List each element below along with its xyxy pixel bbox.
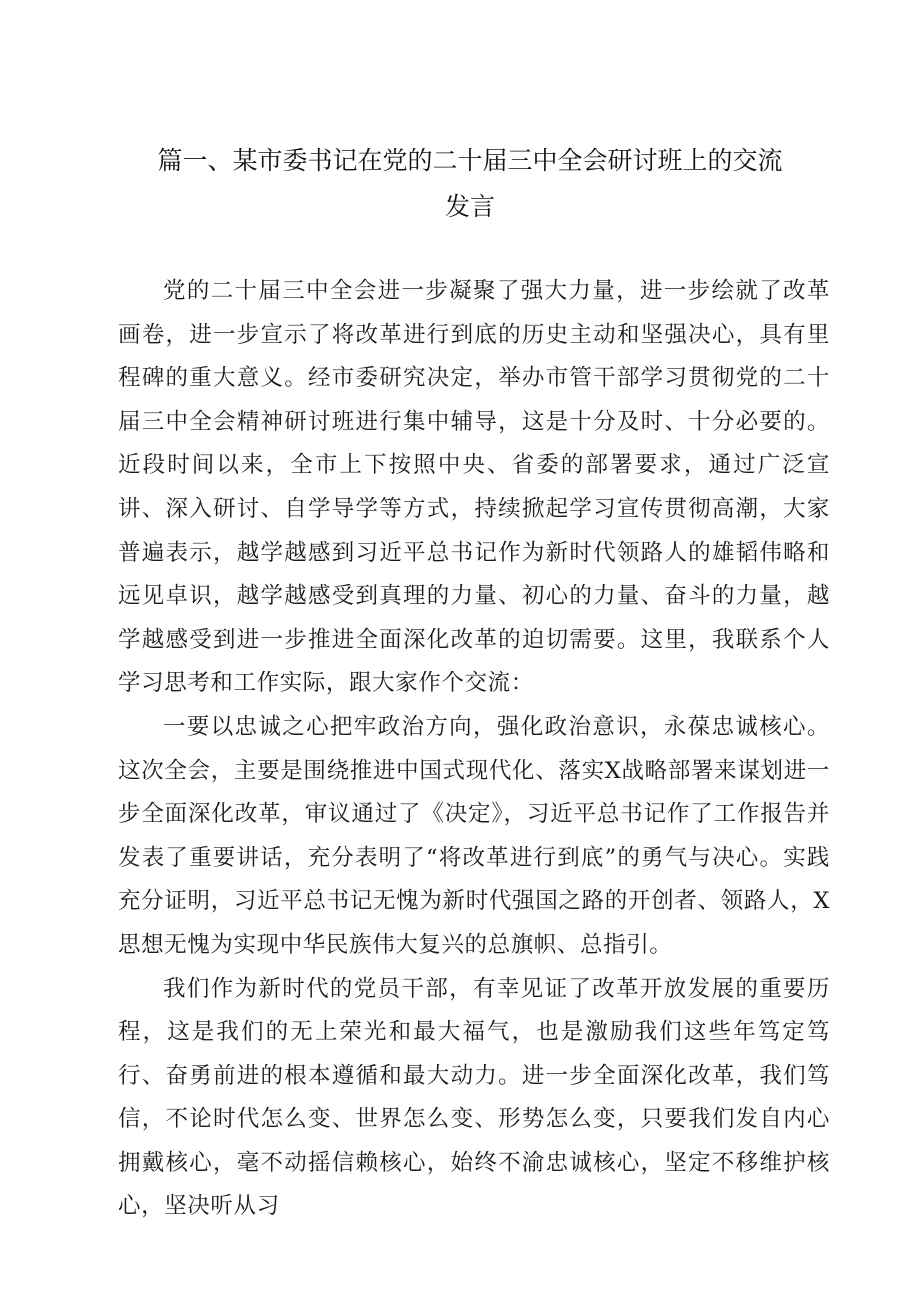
document-body <box>118 270 830 1229</box>
paragraph-3: 我们作为新时代的党员干部，有幸见证了改革开放发展的重要历程，这是我们的无上荣光和最大福气，也是激励我们这些年笃定笃行、奋勇前进的根本遵循和最大动力。进一步全面深化改革，我们笃信，不论时代怎么变、世界怎么变、形势怎么变，只要我们发自内心拥戴核心，毫不动摇信赖核心，始终不渝忠诚核心，坚定不移维护核心，坚决听从习 <box>118 975 830 1220</box>
paragraph-1: 党的二十届三中全会进一步凝聚了强大力量，进一步绘就了改革画卷，进一步宣示了将改革进行到底的历史主动和坚强决心，具有里程碑的重大意义。经市委研究决定，举办市管干部学习贯彻党的二十届三中全会精神研讨班进行集中辅导，这是十分及时、十分必要的。近段时间以来，全市上下按照中央、省委的部署要求，通过广泛宣讲、深入研讨、自学导学等方式，持续掀起学习宣传贯彻高潮，大家普遍表示，越学越感到习近平总书记作为新时代领路人的雄韬伟略和远见卓识，越学越感受到真理的力量、初心的力量、奋斗的力量，越学越感受到进一步推进全面深化改革的迫切需要。这里，我联系个人学习思考和工作实际，跟大家作个交流： <box>118 278 830 697</box>
document-title-line-1: 篇一、某市委书记在党的二十届三中全会研讨班上的交流 <box>157 146 783 175</box>
document-title-line-2: 发言 <box>444 192 495 221</box>
paragraph-2: 一要以忠诚之心把牢政治方向，强化政治意识，永葆忠诚核心。这次全会，主要是围绕推进中国式现代化、落实X战略部署来谋划进一步全面深化改革，审议通过了《决定》，习近平总书记作了工作报告并发表了重要讲话，充分表明了“将改革进行到底”的勇气与决心。实践充分证明，习近平总书记无愧为新时代强国之路的开创者、领路人，X思想无愧为实现中华民族伟大复兴的总旗帜、总指引。 <box>118 713 830 958</box>
